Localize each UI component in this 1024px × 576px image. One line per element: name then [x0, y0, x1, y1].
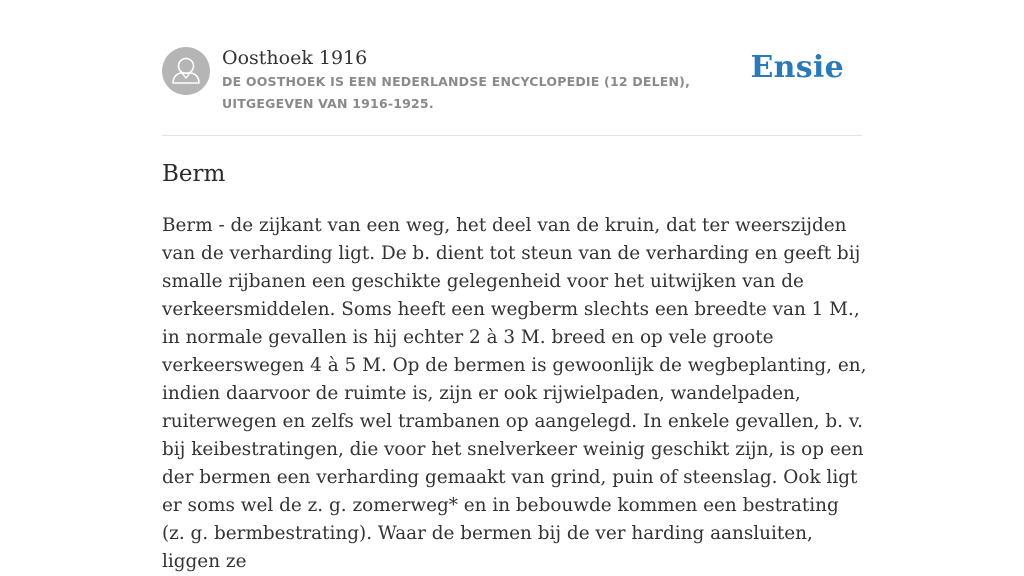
- user-icon: [162, 47, 210, 95]
- source-header: [162, 0, 862, 136]
- source-title[interactable]: Oosthoek 1916: [222, 47, 368, 69]
- avatar[interactable]: [162, 47, 210, 95]
- article-title: Berm: [162, 161, 226, 187]
- article-body: Berm - de zijkant van een weg, het deel van de kruin, dat ter weerszijden van de verharding ligt. De b. dient tot steun van de verharding en geeft bij smalle rijbanen een geschikte gelegenheid voor het uitwijken van de verkeersmiddelen. Soms heeft een wegberm slechts een breedte van 1 M., in normale gevallen is hij echter 2 à 3 M. breed en op vele groote verkeerswegen 4 à 5 M. Op de bermen is gewoonlijk de wegbeplanting, en, indien daarvoor de ruimte is, zijn er ook rijwielpaden, wandelpaden, ruiterwegen en zelfs wel trambanen op aangelegd. In enkele gevallen, b. v. bij keibestratingen, die voor het snelverkeer weinig geschikt zijn, is op een der bermen een verharding gemaakt van grind, puin of steenslag. Ook ligt er soms wel de z. g. zomerweg* en in bebouwde kommen een bestrating (z. g. bermbestrating). Waar de bermen bij de ver harding aansluiten, liggen ze: [162, 215, 867, 572]
- source-info: [222, 45, 762, 115]
- source-description: DE OOSTHOEK IS EEN NEDERLANDSE ENCYCLOPEDIE (12 DELEN), UITGEGEVEN VAN 1916-1925.: [222, 74, 691, 111]
- page-container: [162, 0, 867, 572]
- ensie-logo-link[interactable]: Ensie: [750, 50, 844, 85]
